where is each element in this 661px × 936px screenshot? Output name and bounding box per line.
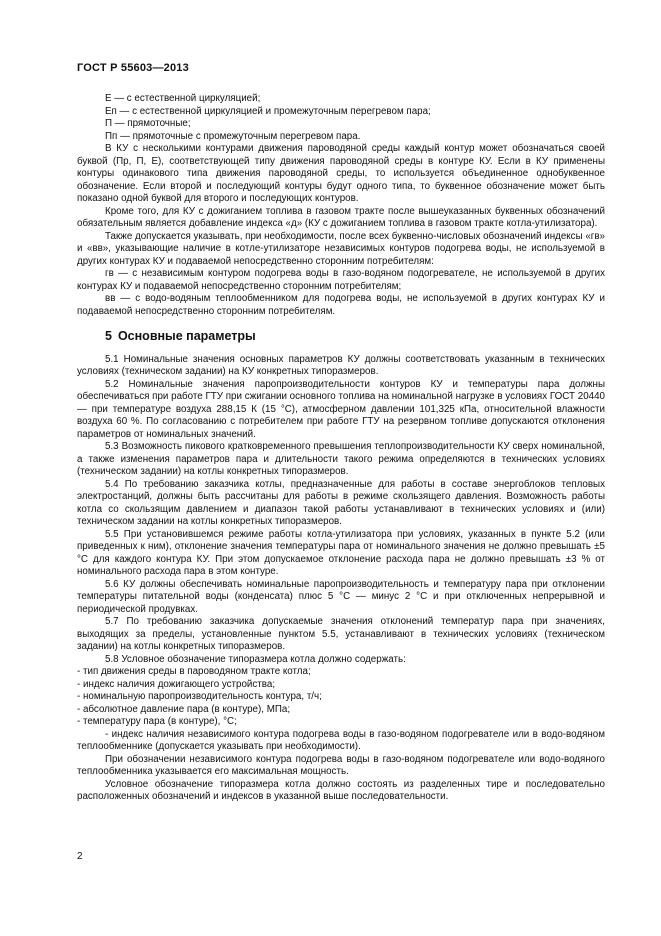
list-item: - температуру пара (в контуре), °С;: [77, 716, 237, 727]
clause-paragraph: 5.8 Условное обозначение типоразмера котла должно содержать:: [105, 653, 406, 665]
list-item: - абсолютное давление пара (в контуре), МПа;: [77, 703, 291, 715]
clause-paragraph: 5.3 Возможность пикового кратковременного превышения теплопроизводительности КУ сверх номинальной, а также изменения параметров пара и длительности такого режима определяются в технических условиях (техническом задании) на котлы конкретных типоразмеров.: [77, 441, 605, 477]
clause-paragraph: 5.6 КУ должны обеспечивать номинальные паропроизводительность и температуру пара при отклонении температуры питательной воды (конденсата) плюс 5 °С — минус 2 °С и при отключенных непрерывной и периодической продувках.: [77, 578, 605, 615]
intro-paragraph: В КУ с несколькими контурами движения пароводяной среды каждый контур может обозначаться своей буквой (Пр, П, Е), соответствующей типу движения пароводяной среды в контуре КУ. Если в КУ применены контуры одинакового типа движения пароводяной среды, то используется объединенное однобуквенное обозначение. Если второй и последующий контуры будут одного типа, то буквенное обозначение может быть показано одной буквой для второго и последующих контуров.: [77, 143, 605, 204]
clause-paragraph: 5.5 При установившемся режиме работы котла-утилизатора при условиях, указанных в пункте 5.2 (или приведенных к ним), отклонение значения температуры пара от номинального значения не должно превышать ±5 °С для каждого контура КУ. При этом допускаемое отклонение расхода пара не должно превышать ±3 % от номинального расхода пара в этом контуре.: [77, 528, 605, 577]
section-title: Основные параметры: [117, 329, 256, 343]
section-heading: [105, 330, 605, 343]
clause-paragraph: 5.7 По требованию заказчика допускаемые значения отклонений температур пара при значениях, выходящих за пределы, установленные пунктом 5.5, устанавливают в технических условиях (техническом задании) на котлы конкретных типоразмеров.: [77, 616, 605, 652]
intro-paragraph: вв — с водо-водяным теплообменником для подогрева воды, не используемой в других контурах КУ и подаваемой непосредственно сторонним потребителям.: [77, 293, 605, 317]
closing-paragraph: При обозначении независимого контура подогрева воды в газо-водяном подогревателе или водо-водяного теплообменника указывается его максимальная мощность.: [77, 753, 605, 777]
clause-paragraph: 5.1 Номинальные значения основных параметров КУ должны соответствовать указанным в технических условиях (техническом задании) на КУ конкретных типоразмеров.: [77, 353, 605, 377]
intro-line: Еп — с естественной циркуляцией и промежуточным перегревом пара;: [105, 105, 431, 117]
page-number: 2: [77, 851, 83, 862]
intro-line: Пп — прямоточные с промежуточным перегревом пара.: [105, 130, 361, 142]
intro-line: Е — с естественной циркуляцией;: [105, 93, 261, 104]
list-item: - номинальную паропроизводительность контура, т/ч;: [77, 691, 322, 702]
list-item: - индекс наличия независимого контура подогрева воды в газо-водяном подогревателе или в водо-водяном теплообменнике (допускается указывать при необходимости).: [77, 728, 605, 752]
clause-paragraph: 5.2 Номинальные значения паропроизводительности контуров КУ и температуры пара должны обеспечиваться при работе ГТУ при сжигании основного топлива на номинальной нагрузке в условиях ГОСТ 20440 — при температуре воздуха 288,15 К (15 °С), атмосферном давлении 101,325 кПа, относительной влажности воздуха 60 %. По согласованию с потребителем при работе ГТУ на резервном топливе допускаются отклонения параметров от номинальных значений.: [77, 378, 605, 440]
intro-paragraph: Также допускается указывать, при необходимости, после всех буквенно-числовых обозначений индексы «гв» и «вв», указывающие наличие в котле-утилизаторе независимых контуров подогрева воды, не используемой в других контурах КУ и подаваемой непосредственно сторонним потребителям:: [77, 230, 606, 267]
page-content: [77, 93, 605, 804]
clause-paragraph: 5.4 По требованию заказчика котлы, предназначенные для работы в составе энергоблоков тепловых электростанций, должны быть рассчитаны для работы в режиме скользящего давления. Возможность работы котла со скользящим давлением и диапазон такой работы устанавливают в технических условиях и (или) техническом задании на котлы конкретных типоразмеров.: [77, 478, 605, 527]
closing-paragraph: Условное обозначение типоразмера котла должно состоять из разделенных тире и последовательно расположенных обозначений и индексов в указанной выше последовательности.: [77, 778, 605, 802]
intro-paragraph: гв — с независимым контуром подогрева воды в газо-водяном подогревателе, не используемой в других контурах КУ и подаваемой непосредственно сторонним потребителям;: [77, 268, 605, 292]
intro-line: П — прямоточные;: [105, 118, 191, 129]
intro-paragraph: Кроме того, для КУ с дожиганием топлива в газовом тракте после вышеуказанных буквенных обозначений обязательным является добавление индекса «д» (КУ с дожиганием топлива в газовом тракте котла-утилизатора).: [77, 205, 605, 229]
list-item: - индекс наличия дожигающего устройства;: [77, 678, 276, 690]
section-number: 5: [105, 329, 112, 343]
list-item: - тип движения среды в пароводяном тракте котла;: [77, 666, 311, 677]
page-header: ГОСТ Р 55603—2013: [77, 62, 189, 74]
